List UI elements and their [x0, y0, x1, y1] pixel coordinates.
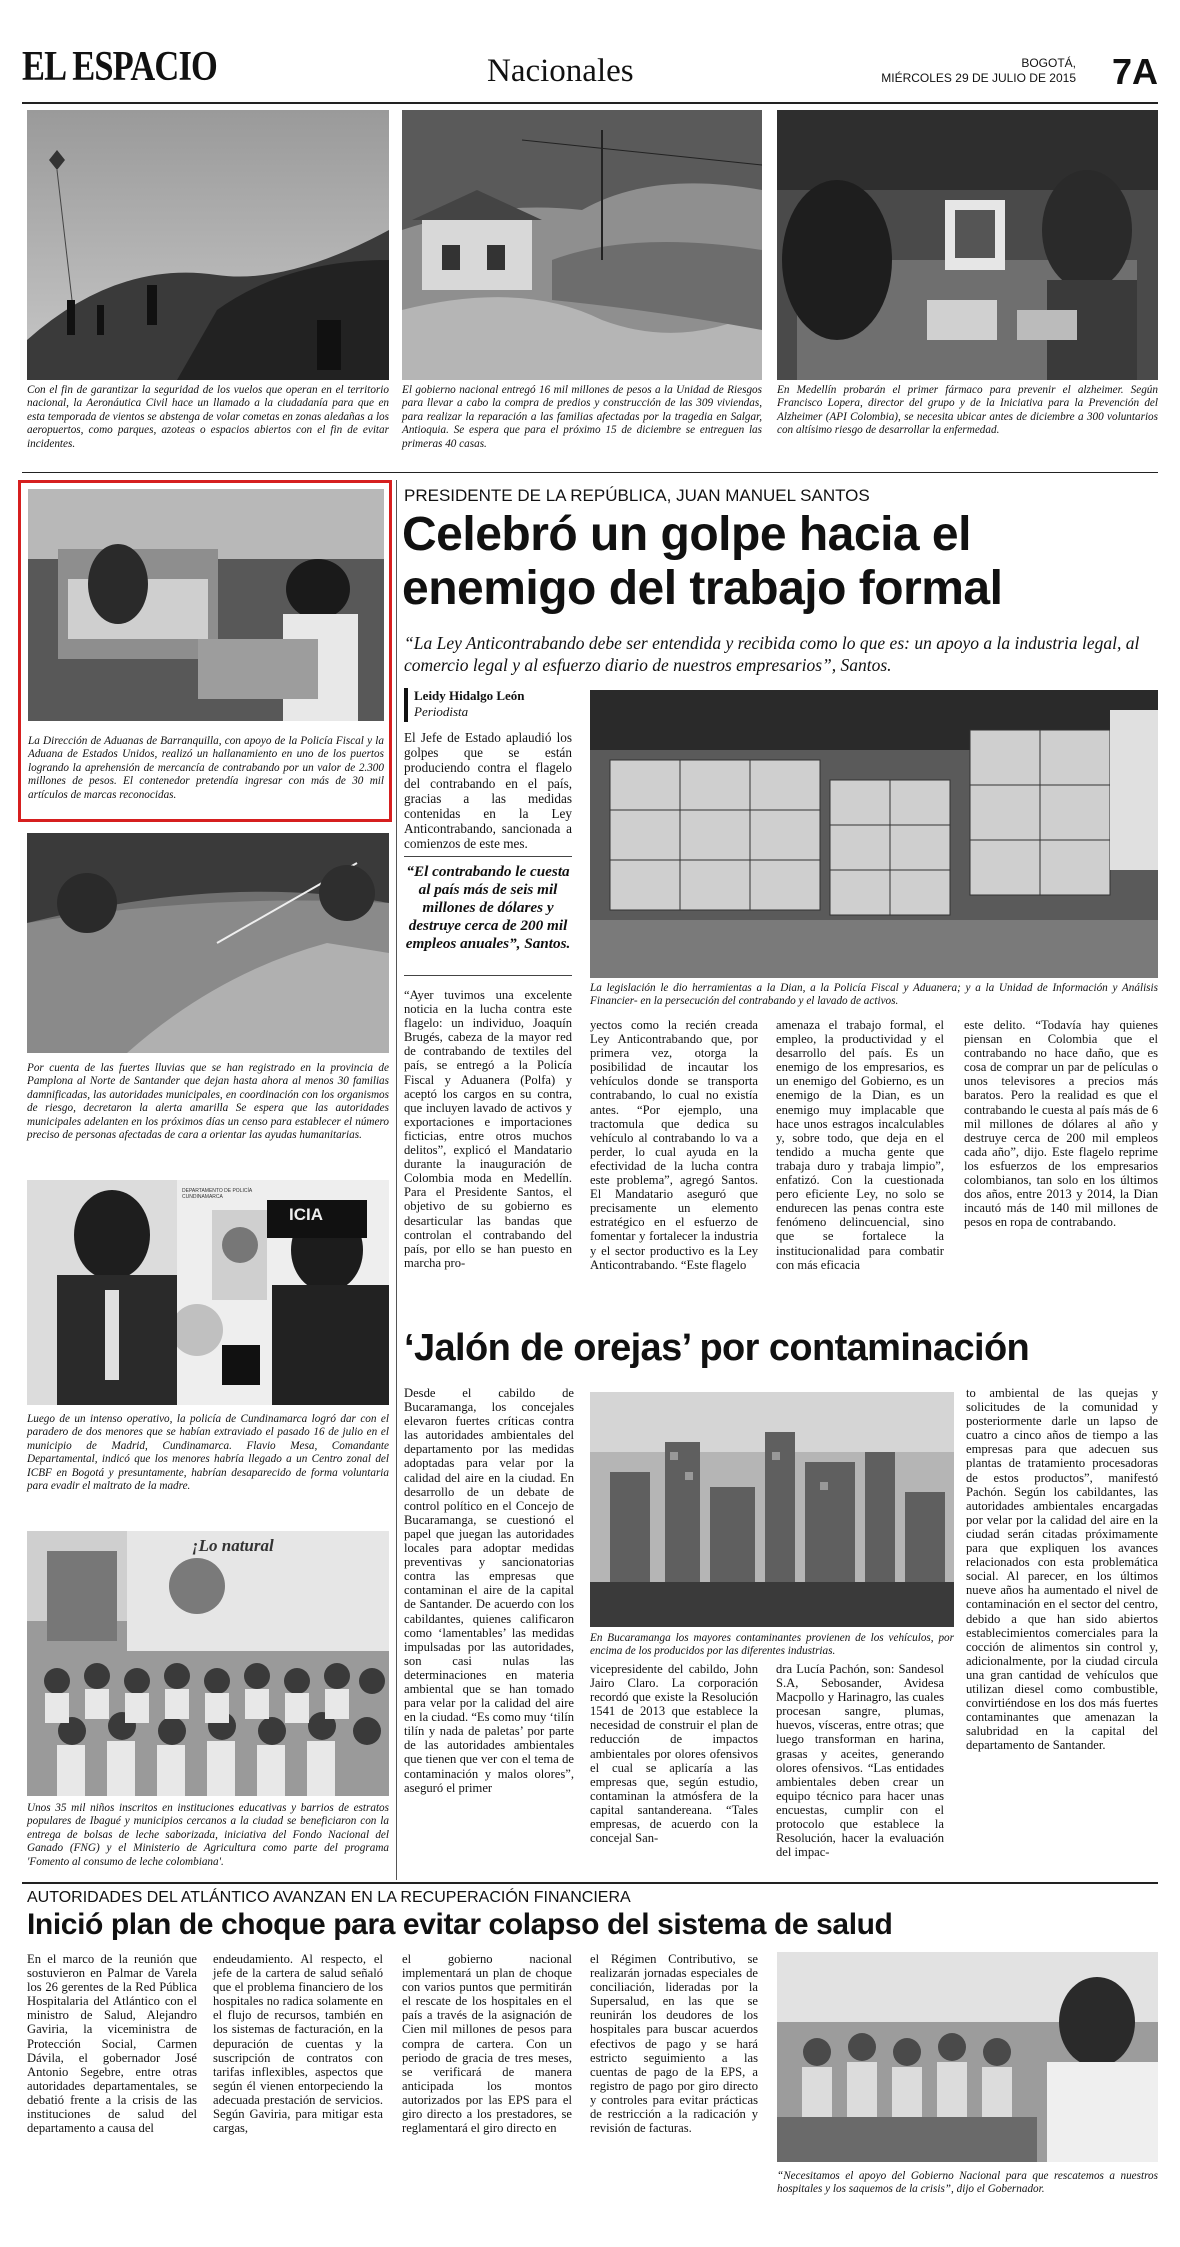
landslide-caption: El gobierno nacional entregó 16 mil millones de pesos a la Unidad de Riesgos para llevar a cabo la compra de predios y construcción de las 309 viviendas, para realizar la reparación a las familias afectadas por la tragedia en Salgar, Antioquia. Se espera que para el próximo 15 de diciembre se entreguen las primeras 40 casas. — [402, 384, 762, 450]
milk-banner-text: ¡Lo natural — [192, 1536, 274, 1555]
second-headline: ‘Jalón de orejas’ por contaminación — [404, 1327, 1030, 1369]
milk-caption: Unos 35 mil niños inscritos en instituciones educativas y barrios de estratos populares de Ibagué y municipios cercanos a la ciudad se beneficiaron con la entrega de bolsas de leche saborizada, iniciativa del Fondo Nacional del Ganado (FNG) y el Ministerio de Agricultura como parte del programa 'Fomento al consumo de leche colombiana'. — [27, 1802, 389, 1868]
pamplona-photo — [27, 833, 389, 1053]
lead-headline-line-2: enemigo del trabajo formal — [402, 562, 1003, 615]
lead-column-3: amenaza el trabajo formal, el empleo, la productividad y el desarrollo del país. Es un enemigo de los empresarios, es un enemigo del Gobierno, es un enemigo de la Dian, es un enemigo muy implacable que hace unos estragos incalculables y, sobre todo, que deja en el tendido a mucha gente que trabaja duro y trabaja limpio”, enfatizó. Con la cuestionada pero eficiente Ley, no solo se endurecen las penas contra este fenómeno delincuencial, sino que se fortalece la institucionalidad para combatir con más eficacia — [776, 1018, 944, 1272]
third-headline: Inició plan de choque para evitar colapso del sistema de salud — [27, 1908, 893, 1941]
lead-column-1: “Ayer tuvimos una excelente noticia en la lucha contra este flagelo: un individuo, Joaquín Brugés, cabeza de la mayor red de contrabando de textiles del país, se entregó a la Policía Fiscal y Aduanera (Polfa) y aceptó los cargos en su contra, que incluyen lavado de activos y exportaciones e importaciones ficticias, entre otros muchos delitos”, explicó el Mandatario durante la inauguración de Colombia moda en Medellín. Para el Presidente Santos, el objetivo de su gobierno es desarticular las bandas que controlan el contrabando del país, por ello se han puesto en marcha pro- — [404, 988, 572, 1270]
kite-photo — [27, 110, 389, 380]
customs-caption: La Dirección de Aduanas de Barranquilla, con apoyo de la Policía Fiscal y la Aduana de Estados Unidos, realizó un hallanamiento en uno de los puertos logrando la aprehensión de mercancía de contrabando por un valor de 2.300 millones de pesos. El contenedor pretendía ingresar con más de 30 mil artículos de marcas reconocidas. — [28, 735, 384, 801]
third-column-2: endeudamiento. Al respecto, el jefe de la cartera de salud señaló que el problema financiero de los hospitales no radica solamente en el flujo de recursos, también en los sistemas de facturación, en la depuración de cuentas y la suscripción de contratos con tarifas inflexibles, aspectos que según él vienen entorpeciendo la adecuada prestación de servicios. Según Gaviria, para mitigar esta cargas, — [213, 1952, 383, 2136]
health-meeting-photo — [777, 1952, 1158, 2162]
milk-children-photo — [27, 1531, 389, 1796]
alzheimer-photo — [777, 110, 1158, 380]
pull-quote-box — [404, 856, 572, 976]
masthead-date: MIÉRCOLES 29 DE JULIO DE 2015 — [881, 71, 1076, 85]
second-column-1: Desde el cabildo de Bucaramanga, los concejales elevaron fuertes críticas contra las autoridades ambientales del departamento por las medidas adoptadas para velar por la calidad del aire en la ciudad. En desarrollo de un debate de control político en el Concejo de Bucaramanga, se cuestionó el papel que juegan las autoridades locales para adoptar medidas preventivas y sancionatorias contra las empresas que contaminan el aire de la capital de Santander. De acuerdo con los cabildantes, quienes calificaron como ‘lamentables’ las medidas impulsadas por las autoridades, son casi nulas las determinaciones en materia ambiental que se han tomado para velar por la calidad del aire en la ciudad. “Es como muy ‘tilín tilín y nada de paletas’ por parte de las autoridades ambientales que tienen que ver con el tema de contaminación y malos olores”, aseguró el primer — [404, 1386, 574, 1795]
lead-column-4: este delito. “Todavía hay quienes piensan en Colombia que el contrabando no hace daño, que es cosa de comprar un par de películas o unos televisores a precios más baratos. Pero la realidad es que el contrabando le cuesta al país más de 6 mil millones de dólares al año y destruye cerca de 200 mil empleos cada año”, dijo. Este flagelo reprime los esfuerzos de los empresarios colombianos, tan solo en los últimos dos años, entre 2013 y 2014, la Dian incautó más de 140 mil millones de pesos en ropa de contrabando. — [964, 1018, 1158, 1230]
police-banner-text: DEPARTAMENTO DE POLICÍA CUNDINAMARCA — [182, 1188, 252, 1200]
pamplona-caption: Por cuenta de las fuertes lluvias que se han registrado en la provincia de Pamplona al Norte de Santander que dejan hasta ahora al menos 30 familias damnificadas, las autoridades municipales, en coordinación con los organismos de riesgo, decretaron la alerta amarilla Se espera que las autoridades municipales adelanten en los próximos días un censo para establecer el número preciso de personas afectadas de cara a orientar las ayudas humanitarias. — [27, 1062, 389, 1142]
kite-caption: Con el fin de garantizar la seguridad de los vuelos que operan en el territorio nacional, la Aeronáutica Civil hace un llamado a la ciudadanía para que en esta temporada de vientos se abstenga de volar cometas en zonas aledañas a los aeropuertos, como parques, azoteas o espacios abiertos con el fin de evitar incidentes. — [27, 384, 389, 450]
second-column-3: dra Lucía Pachón, son: Sandesol S.A, Sebosander, Avidesa Macpollo y Harinagro, las cuales procesan sangre, plumas, huevos, vísceras, entre otras; que luego transforman en harina, grasas y aceites, generando olores ofensivos. “Las entidades ambientales deben crear un equipo técnico para hacer unas encuestas, cumplir con el protocolo que establece la Resolución, hacer la evaluación del impac- — [776, 1662, 944, 1860]
third-column-3: el gobierno nacional implementará un plan de choque con varios puntos que permitirán el rescate de los hospitales en el país a través de la asignación de Cien mil millones de pesos para compra de cartera. Con un periodo de gracia de tres meses, se verificará de manera anticipada los montos autorizados por las EPS para el giro directo a los prestadores, se reglamentará el giro directo en — [402, 1952, 572, 2136]
newspaper-logo: EL ESPACIO — [22, 44, 217, 90]
page-number: 7A — [1111, 51, 1158, 92]
third-column-1: En el marco de la reunión que sostuvieron en Palmar de Varela los 26 gerentes de la Red Pública Hospitalaria del Atlántico con el ministro de Salud, Alejandro Gaviria, la viceministra de Protección Social, Carmen Dávila, el gobernador José Antonio Segebre, entre otras autoridades departamentales, se debatió frente a la crisis de las instituciones de salud del departamento a causa del — [27, 1952, 197, 2136]
customs-inspection-photo — [28, 489, 384, 721]
byline-name: Leidy Hidalgo León — [414, 688, 525, 703]
lead-deck: “La Ley Anticontrabando debe ser entendida y recibida como lo que es: un apoyo a la industria legal, al comercio legal y al esfuerzo diario de nuestros empresarios”, Santos. — [404, 633, 1140, 675]
lead-column-2: yectos como la recién creada Ley Anticontrabando que, por primera vez, otorga la posibilidad de incautar los vehículos donde se transporta contrabando, lo cual no existía antes. “Por ejemplo, una tractomula que dedica su vehículo al contrabando lo va a perder, lo cual ayuda en la efectividad de la lucha contra este problema”, agregó Santos. El Mandatario aseguró que precisamente un elemento estratégico en el esfuerzo de fomentar y fortalecer la industria y el sector productivo es la Ley Anticontrabando. “Este flagelo — [590, 1018, 758, 1272]
left-column-divider — [396, 480, 397, 1880]
masthead-city: BOGOTÁ, — [1021, 56, 1076, 70]
second-column-2: vicepresidente del cabildo, John Jairo Claro. La corporación recordó que existe la Resolución 1541 de 2013 que establece la necesidad de construir el plan de reducción de impactos ambientales por olores ofensivos el cual se aplicaría a las empresas que, según estudio, contaminan la atmósfera de la capital santandereana. “Tales empresas, de acuerdo con la concejal San- — [590, 1662, 758, 1846]
alzheimer-caption: En Medellín probarán el primer fármaco para prevenir el alzheimer. Según Francisco Lopera, director del grupo y de la Iniciativa para la Prevención del Alzheimer (API Colombia), se necesita ubicar antes de diciembre a 300 voluntarios con altísimo riesgo de desarrollar la enfermedad. — [777, 384, 1158, 437]
top-row-rule — [22, 472, 1158, 473]
bottom-story-rule — [22, 1882, 1158, 1884]
third-kicker: AUTORIDADES DEL ATLÁNTICO AVANZAN EN LA RECUPERACIÓN FINANCIERA — [27, 1889, 631, 1906]
lead-intro: El Jefe de Estado aplaudió los golpes que se están produciendo contra el flagelo del contrabando en el país, gracias a las medidas contenidas en la Ley Anticontrabando, sancionada a comienzos de este mes. — [404, 730, 572, 852]
third-column-4: el Régimen Contributivo, se realizarán jornadas especiales de conciliación, lideradas por la Supersalud, en las que se reunirán los deudores de los hospitales para buscar acuerdos efectivos de pago y se hará estricto seguimiento a las cuentas de pago de la EPS, a registro de pago por giro directo y controles para evitar prácticas de restricción a la radicación y revisión de facturas. — [590, 1952, 758, 2136]
pull-quote: “El contrabando le cuesta al país más de seis mil millones de dólares y destruye cerca de 200 mil empleos anuales”, Santos. — [405, 863, 571, 952]
bucaramanga-caption: En Bucaramanga los mayores contaminantes provienen de los vehículos, por encima de los producidos por las diferentes industrias. — [590, 1632, 954, 1658]
health-meeting-caption: “Necesitamos el apoyo del Gobierno Nacional para que rescatemos a nuestros hospitales y los saquemos de la crisis”, dijo el Gobernador. — [777, 2170, 1158, 2196]
byline — [404, 688, 564, 722]
byline-role: Periodista — [414, 704, 469, 719]
second-column-4: to ambiental de las quejas y solicitudes de la comunidad y posteriormente darle un lapso de cuatro a cinco años de tiempo a las empresas para que adecuen sus plantas de tratamiento procesadoras de estos productos”, manifestó Pachón. Según los cabildantes, las autoridades ambientales encargadas por velar por la calidad del aire en la ciudad serán citadas próximamente para que expliquen los avances relacionados con esta problemática social. Al parecer, en los últimos nueve años ha aumentado el nivel de contaminación en el sector del centro, debido a que han sido abiertos establecimientos comerciales para la cocción de alimentos sin control y, adicionalmente, por la ciudad circula una gran cantidad de vehículos que utilizan diesel como combustible, convirtiéndose en los dos más fuertes contaminantes que amenazan la salubridad en la capital del departamento de Santander. — [966, 1386, 1158, 1753]
missing-children-caption: Luego de un intenso operativo, la policía de Cundinamarca logró dar con el paradero de dos menores que se habían extraviado el pasado 16 de julio en el municipio de Madrid, Cundinamarca. Flavio Mesa, Comandante Departamental, indicó que los menores habría llegado a un Centro zonal del ICBF en Bogotá y presuntamente, habrían desaparecido de forma voluntaria para evadir el maltrato de la madre. — [27, 1413, 389, 1493]
masthead — [22, 38, 1158, 100]
contraband-warehouse-photo — [590, 690, 1158, 978]
masthead-rule — [22, 102, 1158, 104]
police-press-photo — [27, 1180, 389, 1405]
police-cap-text: ICIA — [289, 1205, 323, 1224]
lead-kicker: PRESIDENTE DE LA REPÚBLICA, JUAN MANUEL SANTOS — [404, 486, 870, 505]
section-name: Nacionales — [487, 53, 634, 89]
landslide-photo — [402, 110, 762, 380]
warehouse-caption: La legislación le dio herramientas a la Dian, a la Policía Fiscal y Aduanera; y a la Unidad de Información y Análisis Financier- en la persecución del contrabando y el lavado de activos. — [590, 982, 1158, 1008]
bucaramanga-photo — [590, 1392, 954, 1627]
lead-headline-line-1: Celebró un golpe hacia el — [402, 508, 971, 561]
